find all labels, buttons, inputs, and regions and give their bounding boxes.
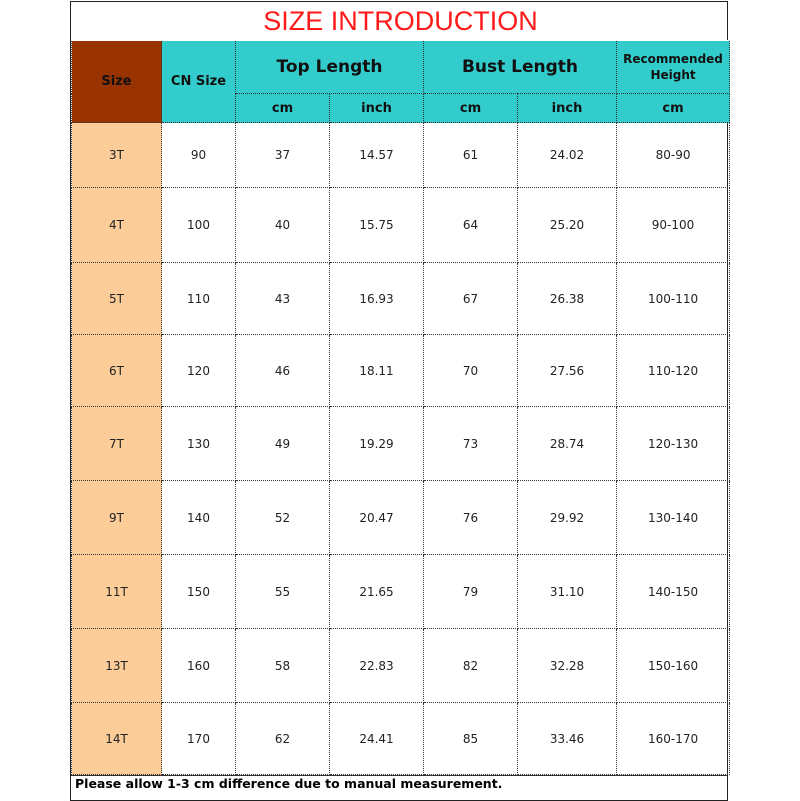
header-size: Size (72, 41, 162, 123)
chart-title: SIZE INTRODUCTION (72, 2, 730, 41)
cn-size-cell: 120 (162, 335, 236, 407)
top-inch-cell: 22.83 (330, 629, 424, 703)
top-inch-cell: 15.75 (330, 188, 424, 263)
bust-inch-cell: 28.74 (518, 407, 617, 481)
bust-cm-cell: 61 (424, 123, 518, 188)
top-inch-cell: 19.29 (330, 407, 424, 481)
size-cell: 7T (72, 407, 162, 481)
table-row (72, 629, 730, 703)
table-row (72, 188, 730, 263)
height-cell: 100-110 (617, 263, 730, 335)
top-inch-cell: 21.65 (330, 555, 424, 629)
top-cm-cell: 58 (236, 629, 330, 703)
bust-cm-cell: 82 (424, 629, 518, 703)
header-height-cm: cm (617, 94, 730, 123)
header-bust-cm: cm (424, 94, 518, 123)
table-row (72, 123, 730, 188)
size-cell: 5T (72, 263, 162, 335)
height-cell: 160-170 (617, 703, 730, 775)
bust-cm-cell: 85 (424, 703, 518, 775)
cn-size-cell: 150 (162, 555, 236, 629)
bust-cm-cell: 73 (424, 407, 518, 481)
bust-inch-cell: 32.28 (518, 629, 617, 703)
table-row (72, 407, 730, 481)
height-cell: 110-120 (617, 335, 730, 407)
height-cell: 90-100 (617, 188, 730, 263)
cn-size-cell: 160 (162, 629, 236, 703)
bust-inch-cell: 25.20 (518, 188, 617, 263)
size-cell: 13T (72, 629, 162, 703)
bust-cm-cell: 76 (424, 481, 518, 555)
table-row (72, 555, 730, 629)
size-table (71, 2, 730, 775)
bust-inch-cell: 24.02 (518, 123, 617, 188)
top-cm-cell: 40 (236, 188, 330, 263)
table-row (72, 481, 730, 555)
header-top-length: Top Length (236, 41, 424, 94)
bust-inch-cell: 26.38 (518, 263, 617, 335)
table-row (72, 703, 730, 775)
top-cm-cell: 52 (236, 481, 330, 555)
height-cell: 80-90 (617, 123, 730, 188)
top-inch-cell: 20.47 (330, 481, 424, 555)
cn-size-cell: 140 (162, 481, 236, 555)
top-cm-cell: 49 (236, 407, 330, 481)
cn-size-cell: 170 (162, 703, 236, 775)
top-inch-cell: 16.93 (330, 263, 424, 335)
height-cell: 120-130 (617, 407, 730, 481)
bust-inch-cell: 27.56 (518, 335, 617, 407)
header-top-cm: cm (236, 94, 330, 123)
top-cm-cell: 55 (236, 555, 330, 629)
bust-inch-cell: 29.92 (518, 481, 617, 555)
top-inch-cell: 14.57 (330, 123, 424, 188)
cn-size-cell: 90 (162, 123, 236, 188)
size-cell: 14T (72, 703, 162, 775)
top-cm-cell: 37 (236, 123, 330, 188)
header-recommended-height: Recommended Height (617, 41, 730, 94)
header-cn-size: CN Size (162, 41, 236, 123)
size-cell: 3T (72, 123, 162, 188)
bust-cm-cell: 79 (424, 555, 518, 629)
cn-size-cell: 110 (162, 263, 236, 335)
table-row (72, 335, 730, 407)
header-bust-length: Bust Length (424, 41, 617, 94)
header-top-inch: inch (330, 94, 424, 123)
top-inch-cell: 24.41 (330, 703, 424, 775)
footer-note: Please allow 1-3 cm difference due to manual measurement. (71, 775, 727, 800)
bust-cm-cell: 67 (424, 263, 518, 335)
top-cm-cell: 46 (236, 335, 330, 407)
top-cm-cell: 62 (236, 703, 330, 775)
bust-inch-cell: 31.10 (518, 555, 617, 629)
header-bust-inch: inch (518, 94, 617, 123)
height-cell: 140-150 (617, 555, 730, 629)
bust-cm-cell: 70 (424, 335, 518, 407)
size-cell: 6T (72, 335, 162, 407)
size-chart (70, 1, 728, 801)
top-inch-cell: 18.11 (330, 335, 424, 407)
cn-size-cell: 100 (162, 188, 236, 263)
bust-inch-cell: 33.46 (518, 703, 617, 775)
bust-cm-cell: 64 (424, 188, 518, 263)
top-cm-cell: 43 (236, 263, 330, 335)
size-cell: 4T (72, 188, 162, 263)
size-cell: 9T (72, 481, 162, 555)
height-cell: 150-160 (617, 629, 730, 703)
table-row (72, 263, 730, 335)
height-cell: 130-140 (617, 481, 730, 555)
size-cell: 11T (72, 555, 162, 629)
cn-size-cell: 130 (162, 407, 236, 481)
